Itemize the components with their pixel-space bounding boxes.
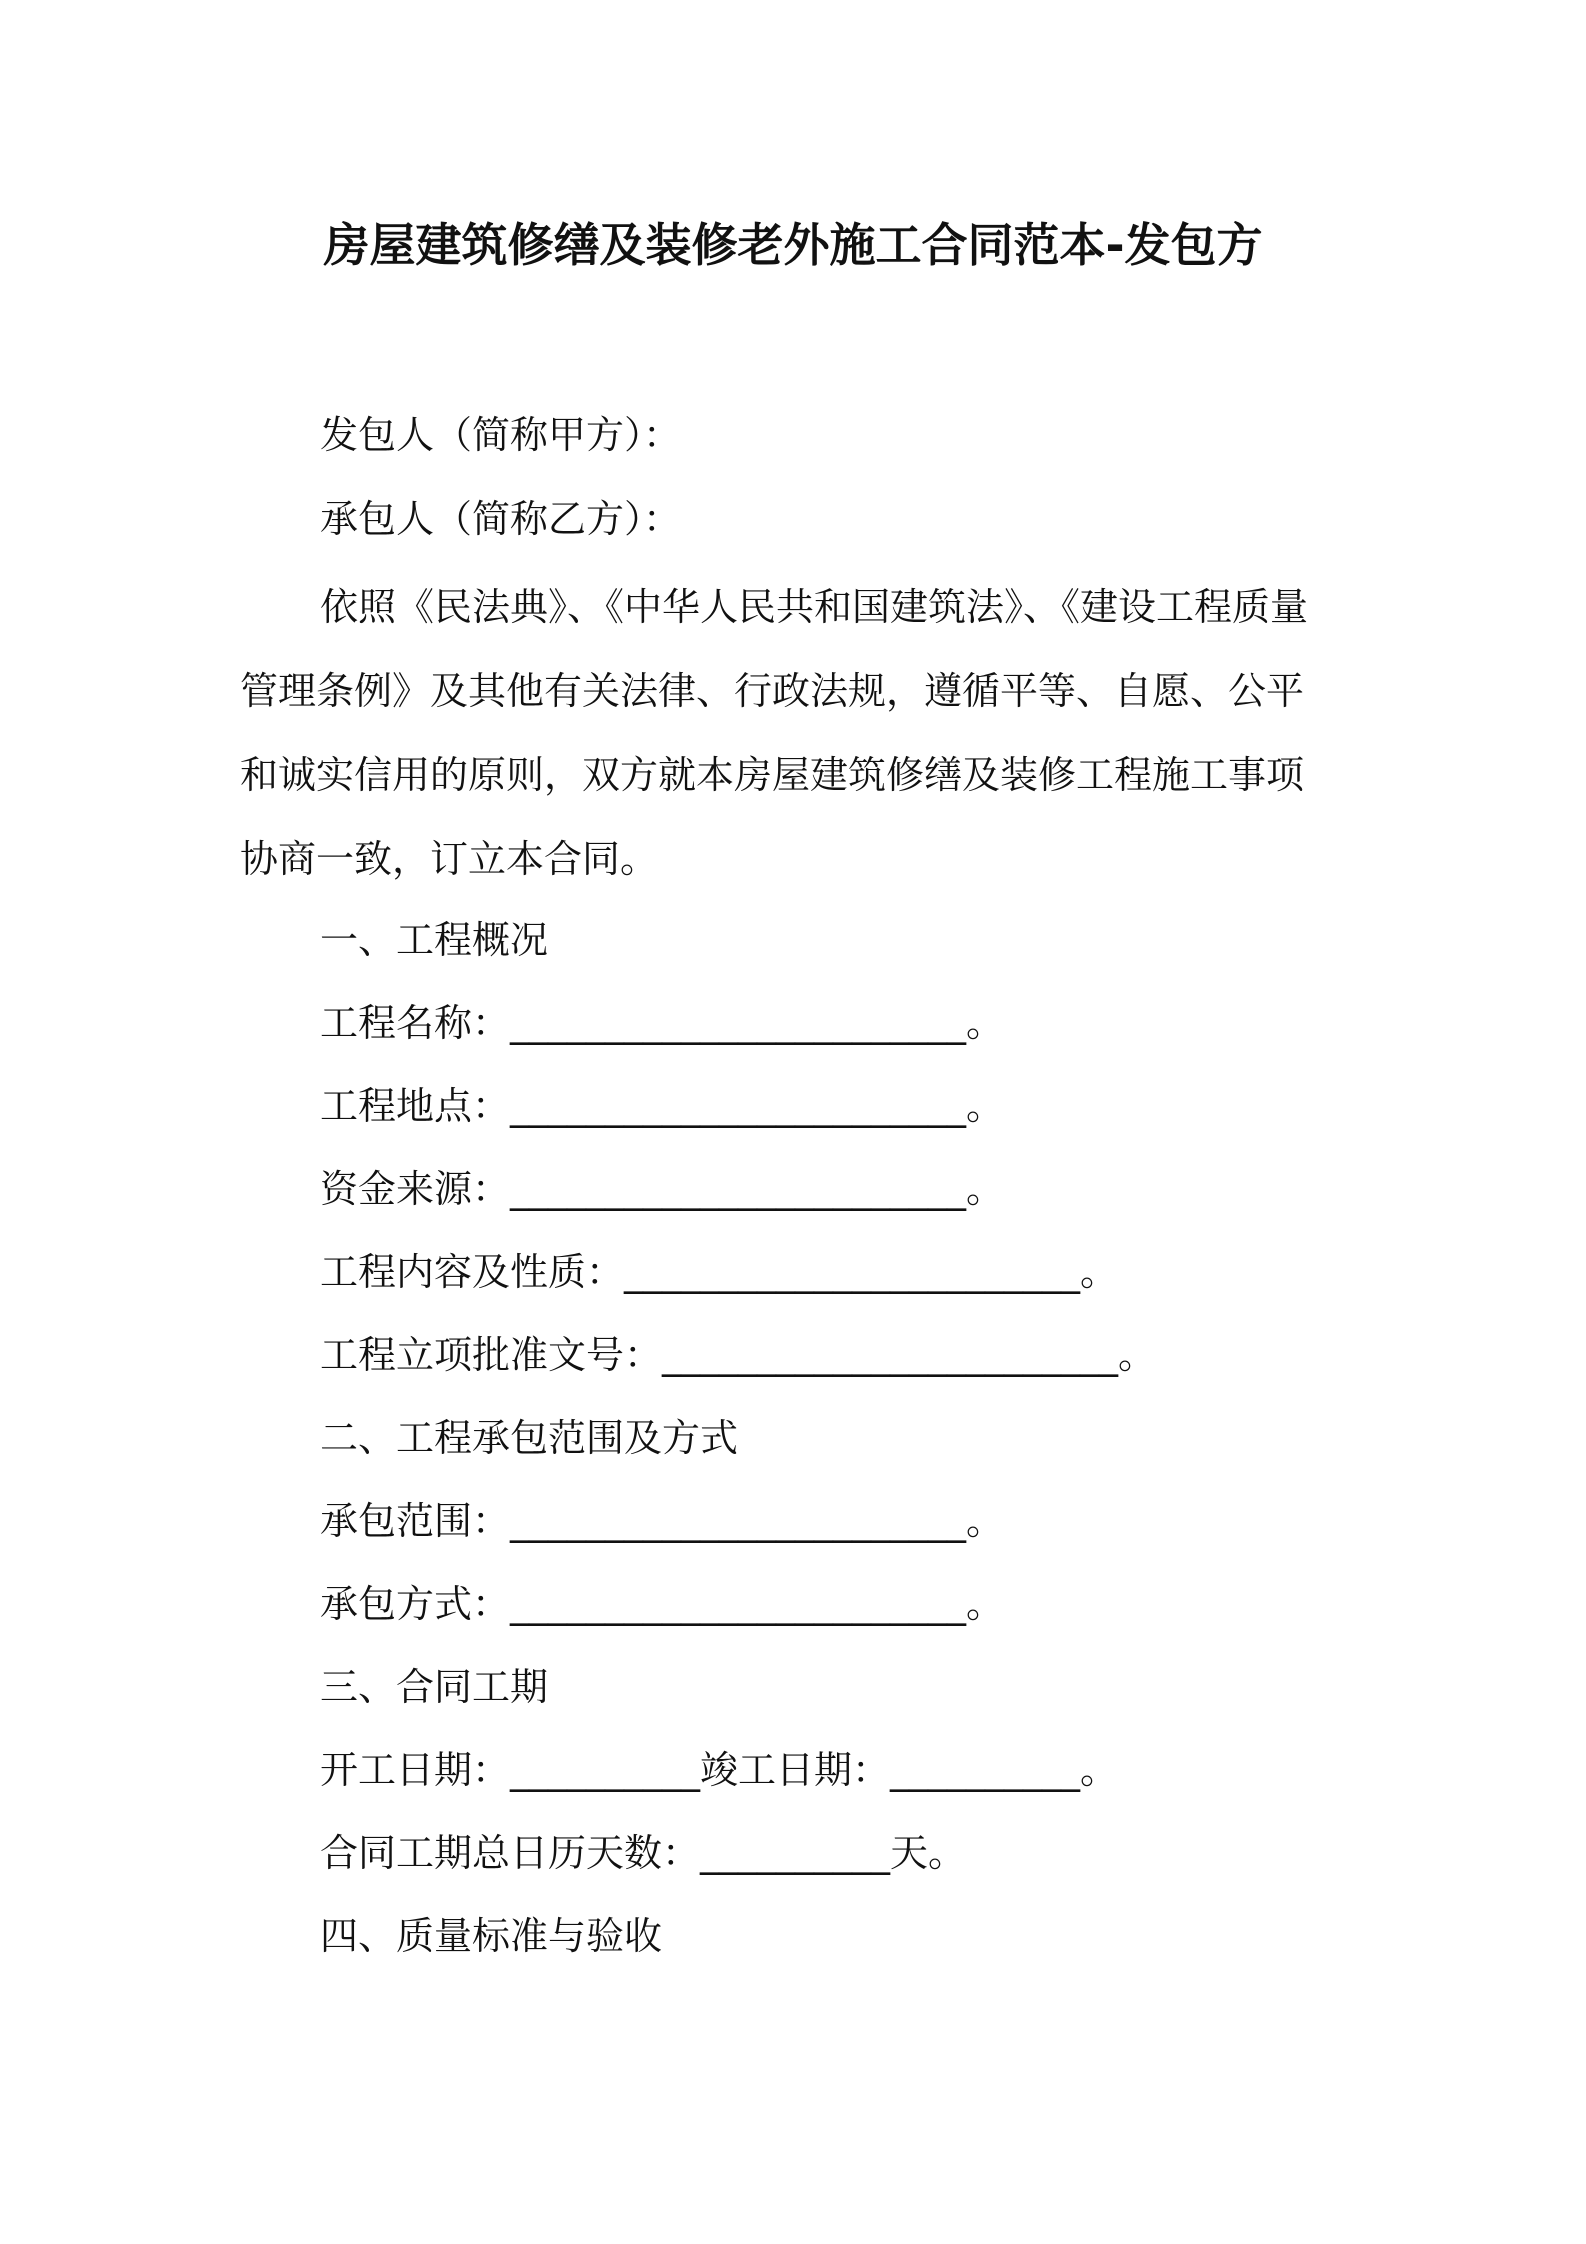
party-b-line: 承包人（简称乙方）： <box>320 497 682 541</box>
section-3-heading: 三、合同工期 <box>320 1665 549 1709</box>
method-line: 承包方式：________________________。 <box>320 1582 1005 1626</box>
project-name-line: 工程名称：________________________。 <box>320 1001 1005 1045</box>
intro-paragraph <box>240 565 1360 901</box>
intro-line-2: 管理条例》及其他有关法律、行政法规，遵循平等、自愿、公平 <box>240 669 1305 713</box>
content-nature-line: 工程内容及性质：________________________。 <box>320 1250 1119 1294</box>
dates-line: 开工日期：__________竣工日期：__________。 <box>320 1748 1119 1792</box>
section-2-heading: 二、工程承包范围及方式 <box>320 1416 739 1460</box>
total-days-line: 合同工期总日历天数：__________天。 <box>320 1831 967 1875</box>
scope-line: 承包范围：________________________。 <box>320 1499 1005 1543</box>
intro-line-4: 协商一致，订立本合同。 <box>240 837 659 881</box>
intro-line-1: 依照《民法典》、《中华人民共和国建筑法》、《建设工程质量 <box>320 585 1309 629</box>
funding-source-line: 资金来源：________________________。 <box>320 1167 1005 1211</box>
project-location-line: 工程地点：________________________。 <box>320 1084 1005 1128</box>
section-1-heading: 一、工程概况 <box>320 918 549 962</box>
document-title: 房屋建筑修缮及装修老外施工合同范本-发包方 <box>323 218 1263 272</box>
intro-line-3: 和诚实信用的原则，双方就本房屋建筑修缮及装修工程施工事项 <box>240 753 1305 797</box>
approval-number-line: 工程立项批准文号：________________________。 <box>320 1333 1157 1377</box>
party-a-line: 发包人（简称甲方）： <box>320 413 682 457</box>
section-4-heading: 四、质量标准与验收 <box>320 1914 663 1958</box>
